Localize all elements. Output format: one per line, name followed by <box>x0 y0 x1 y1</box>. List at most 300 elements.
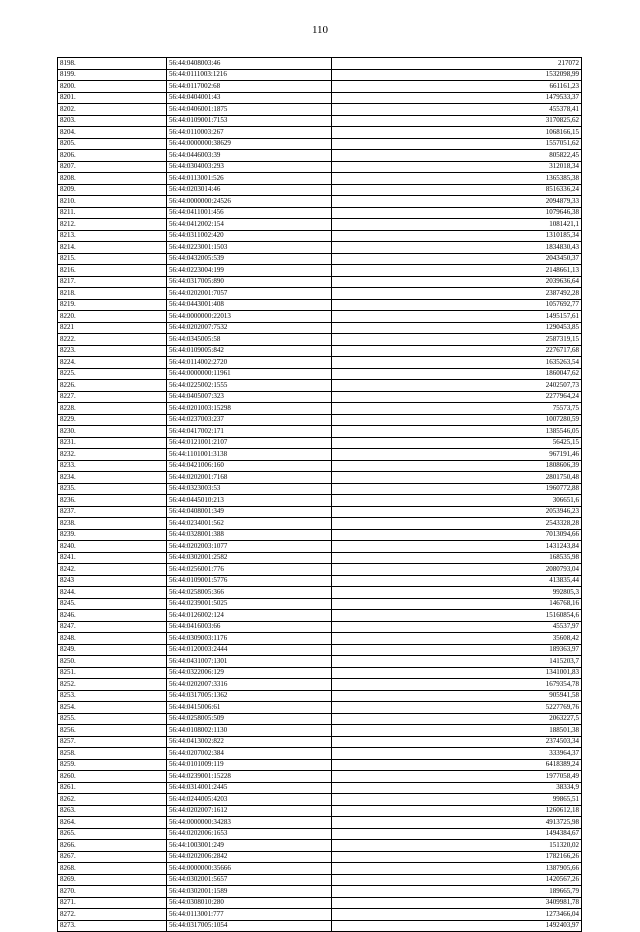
cadastral-value-table <box>57 57 582 932</box>
cadastral-number: 56:44:0317005:1054 <box>167 920 332 932</box>
table-row <box>58 713 582 725</box>
cadastral-number: 56:44:0421006:160 <box>167 460 332 472</box>
cadastral-number: 56:44:0431007:1301 <box>167 656 332 668</box>
table-row <box>58 575 582 587</box>
table-row <box>58 840 582 852</box>
cadastral-number: 56:44:0406001:1875 <box>167 104 332 116</box>
row-number: 8221 <box>58 322 167 334</box>
cadastral-value: 189363,97 <box>332 644 582 656</box>
cadastral-value: 5227769,76 <box>332 702 582 714</box>
cadastral-value: 2148661,13 <box>332 265 582 277</box>
cadastral-number: 56:44:0108002:1130 <box>167 725 332 737</box>
cadastral-number: 56:44:0201003:15298 <box>167 403 332 415</box>
row-number: 8247. <box>58 621 167 633</box>
cadastral-number: 56:44:0101009:119 <box>167 759 332 771</box>
row-number: 8259. <box>58 759 167 771</box>
table-row <box>58 817 582 829</box>
row-number: 8248. <box>58 633 167 645</box>
cadastral-value: 1290453,85 <box>332 322 582 334</box>
table-row <box>58 690 582 702</box>
cadastral-value: 1431243,84 <box>332 541 582 553</box>
table-row <box>58 909 582 921</box>
table-row <box>58 265 582 277</box>
cadastral-number: 56:44:0408003:46 <box>167 58 332 70</box>
row-number: 8227. <box>58 391 167 403</box>
row-number: 8265. <box>58 828 167 840</box>
cadastral-value: 188501,38 <box>332 725 582 737</box>
cadastral-value: 2402507,73 <box>332 380 582 392</box>
row-number: 8216. <box>58 265 167 277</box>
table-row <box>58 127 582 139</box>
cadastral-number: 56:44:0117002:68 <box>167 81 332 93</box>
cadastral-number: 56:44:0258005:366 <box>167 587 332 599</box>
table-row <box>58 736 582 748</box>
table-row <box>58 725 582 737</box>
cadastral-value: 1260612,18 <box>332 805 582 817</box>
row-number: 8271. <box>58 897 167 909</box>
cadastral-number: 56:44:0121001:2107 <box>167 437 332 449</box>
row-number: 8246. <box>58 610 167 622</box>
table-row <box>58 759 582 771</box>
row-number: 8210. <box>58 196 167 208</box>
cadastral-number: 56:44:0234001:562 <box>167 518 332 530</box>
row-number: 8238. <box>58 518 167 530</box>
table-row <box>58 874 582 886</box>
row-number: 8234. <box>58 472 167 484</box>
row-number: 8256. <box>58 725 167 737</box>
cadastral-value: 661161,23 <box>332 81 582 93</box>
cadastral-number: 56:44:0322006:129 <box>167 667 332 679</box>
row-number: 8236. <box>58 495 167 507</box>
cadastral-number: 56:44:0446003:39 <box>167 150 332 162</box>
row-number: 8199. <box>58 69 167 81</box>
cadastral-value: 1532098,99 <box>332 69 582 81</box>
table-row <box>58 771 582 783</box>
row-number: 8268. <box>58 863 167 875</box>
table-row <box>58 391 582 403</box>
row-number: 8224. <box>58 357 167 369</box>
cadastral-value: 38334,9 <box>332 782 582 794</box>
cadastral-value: 1341001,83 <box>332 667 582 679</box>
cadastral-value: 1385546,05 <box>332 426 582 438</box>
cadastral-value: 333964,37 <box>332 748 582 760</box>
cadastral-number: 56:44:0345005:58 <box>167 334 332 346</box>
cadastral-value: 1782166,26 <box>332 851 582 863</box>
cadastral-value: 2080793,04 <box>332 564 582 576</box>
table-row <box>58 506 582 518</box>
cadastral-value: 2374503,34 <box>332 736 582 748</box>
cadastral-value: 3409981,78 <box>332 897 582 909</box>
cadastral-value: 1387905,66 <box>332 863 582 875</box>
table-row <box>58 426 582 438</box>
row-number: 8257. <box>58 736 167 748</box>
cadastral-number: 56:44:0404001:43 <box>167 92 332 104</box>
cadastral-number: 56:44:0413002:822 <box>167 736 332 748</box>
cadastral-number: 56:44:0223004:199 <box>167 265 332 277</box>
row-number: 8239. <box>58 529 167 541</box>
table-row <box>58 886 582 898</box>
cadastral-number: 56:44:0207002:384 <box>167 748 332 760</box>
cadastral-number: 56:44:0323003:53 <box>167 483 332 495</box>
cadastral-number: 56:44:0432005:539 <box>167 253 332 265</box>
table-row <box>58 403 582 415</box>
table-row <box>58 322 582 334</box>
cadastral-value: 7013094,66 <box>332 529 582 541</box>
cadastral-number: 56:44:0302001:1589 <box>167 886 332 898</box>
cadastral-value: 168535,98 <box>332 552 582 564</box>
row-number: 8266. <box>58 840 167 852</box>
table-row <box>58 897 582 909</box>
cadastral-number: 56:44:0445010:213 <box>167 495 332 507</box>
row-number: 8260. <box>58 771 167 783</box>
cadastral-value: 99865,51 <box>332 794 582 806</box>
row-number: 8198. <box>58 58 167 70</box>
row-number: 8250. <box>58 656 167 668</box>
cadastral-value: 1479533,37 <box>332 92 582 104</box>
table-row <box>58 541 582 553</box>
cadastral-number: 56:44:0408001:349 <box>167 506 332 518</box>
row-number: 8242. <box>58 564 167 576</box>
table-row <box>58 104 582 116</box>
cadastral-number: 56:44:0304003:293 <box>167 161 332 173</box>
cadastral-value: 1492403,97 <box>332 920 582 932</box>
cadastral-number: 56:44:0443001:408 <box>167 299 332 311</box>
cadastral-value: 1310185,34 <box>332 230 582 242</box>
table-row <box>58 219 582 231</box>
cadastral-number: 56:44:0317005:1362 <box>167 690 332 702</box>
row-number: 8229. <box>58 414 167 426</box>
cadastral-number: 56:44:0202007:7532 <box>167 322 332 334</box>
row-number: 8202. <box>58 104 167 116</box>
cadastral-value: 2094879,33 <box>332 196 582 208</box>
cadastral-number: 56:44:0308010:280 <box>167 897 332 909</box>
cadastral-value: 3170825,62 <box>332 115 582 127</box>
cadastral-value: 1679354,78 <box>332 679 582 691</box>
table-row <box>58 414 582 426</box>
cadastral-number: 56:44:0317005:890 <box>167 276 332 288</box>
cadastral-value: 2063227,5 <box>332 713 582 725</box>
row-number: 8264. <box>58 817 167 829</box>
cadastral-value: 56425,15 <box>332 437 582 449</box>
row-number: 8252. <box>58 679 167 691</box>
table-row <box>58 656 582 668</box>
table-row <box>58 610 582 622</box>
cadastral-value: 4913725,98 <box>332 817 582 829</box>
table-row <box>58 345 582 357</box>
row-number: 8225. <box>58 368 167 380</box>
row-number: 8232. <box>58 449 167 461</box>
cadastral-number: 56:44:0417002:171 <box>167 426 332 438</box>
row-number: 8241. <box>58 552 167 564</box>
row-number: 8208. <box>58 173 167 185</box>
cadastral-number: 56:44:0309003:1176 <box>167 633 332 645</box>
table-row <box>58 357 582 369</box>
cadastral-number: 56:44:0000000:24526 <box>167 196 332 208</box>
row-number: 8228. <box>58 403 167 415</box>
table-row <box>58 334 582 346</box>
row-number: 8214. <box>58 242 167 254</box>
table-row <box>58 621 582 633</box>
cadastral-value: 805822,45 <box>332 150 582 162</box>
cadastral-number: 56:44:0314001:2445 <box>167 782 332 794</box>
row-number: 8240. <box>58 541 167 553</box>
table-row <box>58 748 582 760</box>
row-number: 8230. <box>58 426 167 438</box>
page-number: 110 <box>311 24 329 36</box>
cadastral-value: 1977058,49 <box>332 771 582 783</box>
cadastral-number: 56:44:0202003:1077 <box>167 541 332 553</box>
cadastral-number: 56:44:0203014:46 <box>167 184 332 196</box>
cadastral-number: 56:44:0405007:323 <box>167 391 332 403</box>
cadastral-number: 56:44:0000000:34283 <box>167 817 332 829</box>
table-row <box>58 253 582 265</box>
row-number: 8209. <box>58 184 167 196</box>
row-number: 8215. <box>58 253 167 265</box>
row-number: 8269. <box>58 874 167 886</box>
row-number: 8258. <box>58 748 167 760</box>
cadastral-number: 56:44:0302001:5657 <box>167 874 332 886</box>
cadastral-value: 1495157,61 <box>332 311 582 323</box>
row-number: 8244. <box>58 587 167 599</box>
cadastral-value: 455378,41 <box>332 104 582 116</box>
row-number: 8263. <box>58 805 167 817</box>
table-row <box>58 299 582 311</box>
cadastral-value: 2276717,68 <box>332 345 582 357</box>
cadastral-value: 189665,79 <box>332 886 582 898</box>
cadastral-value: 1808606,39 <box>332 460 582 472</box>
table-row <box>58 276 582 288</box>
cadastral-value: 1057692,77 <box>332 299 582 311</box>
table-row <box>58 380 582 392</box>
cadastral-value: 1079646,38 <box>332 207 582 219</box>
row-number: 8237. <box>58 506 167 518</box>
cadastral-value: 2543328,28 <box>332 518 582 530</box>
row-number: 8212. <box>58 219 167 231</box>
table-row <box>58 644 582 656</box>
table-row <box>58 529 582 541</box>
cadastral-number: 56:44:0239001:5025 <box>167 598 332 610</box>
cadastral-number: 56:44:0202006:1653 <box>167 828 332 840</box>
table-row <box>58 173 582 185</box>
cadastral-number: 56:44:0302001:2582 <box>167 552 332 564</box>
cadastral-value: 6418389,24 <box>332 759 582 771</box>
cadastral-value: 8516336,24 <box>332 184 582 196</box>
row-number: 8255. <box>58 713 167 725</box>
cadastral-number: 56:44:0412002:154 <box>167 219 332 231</box>
cadastral-value: 2387492,28 <box>332 288 582 300</box>
table-row <box>58 920 582 932</box>
row-number: 8261. <box>58 782 167 794</box>
cadastral-number: 56:44:0239001:15228 <box>167 771 332 783</box>
cadastral-number: 56:44:0237003:237 <box>167 414 332 426</box>
cadastral-value: 2587319,15 <box>332 334 582 346</box>
cadastral-number: 56:44:0202006:2842 <box>167 851 332 863</box>
table-row <box>58 828 582 840</box>
row-number: 8226. <box>58 380 167 392</box>
row-number: 8267. <box>58 851 167 863</box>
table-row <box>58 288 582 300</box>
cadastral-number: 56:44:0110003:267 <box>167 127 332 139</box>
cadastral-number: 56:44:0000000:22013 <box>167 311 332 323</box>
table-row <box>58 449 582 461</box>
table-row <box>58 242 582 254</box>
row-number: 8270. <box>58 886 167 898</box>
cadastral-number: 56:44:0113001:777 <box>167 909 332 921</box>
cadastral-number: 56:44:0258005:509 <box>167 713 332 725</box>
cadastral-value: 1834830,43 <box>332 242 582 254</box>
cadastral-number: 56:44:0202007:1612 <box>167 805 332 817</box>
cadastral-value: 2801750,48 <box>332 472 582 484</box>
table-row <box>58 150 582 162</box>
row-number: 8273. <box>58 920 167 932</box>
cadastral-value: 905941,58 <box>332 690 582 702</box>
cadastral-number: 56:44:0113001:526 <box>167 173 332 185</box>
row-number: 8231. <box>58 437 167 449</box>
table-row <box>58 196 582 208</box>
cadastral-value: 35608,42 <box>332 633 582 645</box>
row-number: 8251. <box>58 667 167 679</box>
cadastral-number: 56:44:0415006:61 <box>167 702 332 714</box>
table-row <box>58 552 582 564</box>
cadastral-number: 56:44:1003001:249 <box>167 840 332 852</box>
cadastral-value: 217072 <box>332 58 582 70</box>
cadastral-value: 1081421,1 <box>332 219 582 231</box>
cadastral-value: 1273466,04 <box>332 909 582 921</box>
cadastral-number: 56:44:0000000:38629 <box>167 138 332 150</box>
row-number: 8222. <box>58 334 167 346</box>
table-row <box>58 58 582 70</box>
cadastral-number: 56:44:0225002:1555 <box>167 380 332 392</box>
table-row <box>58 518 582 530</box>
cadastral-number: 56:44:0328001:388 <box>167 529 332 541</box>
table-row <box>58 92 582 104</box>
table-row <box>58 564 582 576</box>
cadastral-number: 56:44:0244005:4203 <box>167 794 332 806</box>
cadastral-number: 56:44:0114002:2720 <box>167 357 332 369</box>
row-number: 8203. <box>58 115 167 127</box>
cadastral-number: 56:44:0411001:456 <box>167 207 332 219</box>
cadastral-value: 1494384,67 <box>332 828 582 840</box>
row-number: 8223. <box>58 345 167 357</box>
table-row <box>58 437 582 449</box>
cadastral-number: 56:44:0000000:35666 <box>167 863 332 875</box>
cadastral-number: 56:44:0202001:7057 <box>167 288 332 300</box>
table-row <box>58 115 582 127</box>
row-number: 8272. <box>58 909 167 921</box>
cadastral-value: 306651,6 <box>332 495 582 507</box>
table-row <box>58 472 582 484</box>
cadastral-value: 1365385,38 <box>332 173 582 185</box>
row-number: 8201. <box>58 92 167 104</box>
cadastral-value: 1960772,88 <box>332 483 582 495</box>
row-number: 8253. <box>58 690 167 702</box>
table-row <box>58 863 582 875</box>
cadastral-value: 2053946,23 <box>332 506 582 518</box>
cadastral-value: 2277964,24 <box>332 391 582 403</box>
table-row <box>58 598 582 610</box>
cadastral-number: 56:44:0109005:842 <box>167 345 332 357</box>
row-number: 8213. <box>58 230 167 242</box>
row-number: 8217. <box>58 276 167 288</box>
cadastral-value: 151320,02 <box>332 840 582 852</box>
cadastral-value: 45537,97 <box>332 621 582 633</box>
row-number: 8205. <box>58 138 167 150</box>
cadastral-value: 1415203,7 <box>332 656 582 668</box>
row-number: 8254. <box>58 702 167 714</box>
table-row <box>58 667 582 679</box>
row-number: 8243 <box>58 575 167 587</box>
cadastral-value: 312018,34 <box>332 161 582 173</box>
row-number: 8211. <box>58 207 167 219</box>
cadastral-value: 15160854,6 <box>332 610 582 622</box>
table-row <box>58 851 582 863</box>
cadastral-number: 56:44:0223001:1503 <box>167 242 332 254</box>
table-row <box>58 587 582 599</box>
row-number: 8219. <box>58 299 167 311</box>
row-number: 8262. <box>58 794 167 806</box>
cadastral-value: 1860047,62 <box>332 368 582 380</box>
cadastral-value: 992805,3 <box>332 587 582 599</box>
table-body <box>58 58 582 932</box>
row-number: 8249. <box>58 644 167 656</box>
table-row <box>58 207 582 219</box>
cadastral-value: 1635263,54 <box>332 357 582 369</box>
table-row <box>58 161 582 173</box>
row-number: 8245. <box>58 598 167 610</box>
cadastral-number: 56:44:0126002:124 <box>167 610 332 622</box>
cadastral-value: 1007280,59 <box>332 414 582 426</box>
cadastral-number: 56:44:0256001:776 <box>167 564 332 576</box>
table-row <box>58 368 582 380</box>
row-number: 8235. <box>58 483 167 495</box>
cadastral-value: 146768,16 <box>332 598 582 610</box>
row-number: 8233. <box>58 460 167 472</box>
cadastral-value: 2043450,37 <box>332 253 582 265</box>
cadastral-number: 56:44:0202001:7168 <box>167 472 332 484</box>
table-row <box>58 483 582 495</box>
cadastral-value: 413835,44 <box>332 575 582 587</box>
table-row <box>58 81 582 93</box>
row-number: 8206. <box>58 150 167 162</box>
cadastral-number: 56:44:0416003:66 <box>167 621 332 633</box>
table-row <box>58 311 582 323</box>
row-number: 8207. <box>58 161 167 173</box>
cadastral-value: 1068166,15 <box>332 127 582 139</box>
cadastral-number: 56:44:0109001:5776 <box>167 575 332 587</box>
cadastral-value: 1420567,26 <box>332 874 582 886</box>
cadastral-number: 56:44:0111003:1216 <box>167 69 332 81</box>
table-row <box>58 69 582 81</box>
cadastral-number: 56:44:0109001:7153 <box>167 115 332 127</box>
table-row <box>58 782 582 794</box>
table-row <box>58 230 582 242</box>
table-row <box>58 702 582 714</box>
cadastral-value: 1557051,62 <box>332 138 582 150</box>
table-row <box>58 138 582 150</box>
cadastral-value: 2039636,64 <box>332 276 582 288</box>
cadastral-value: 75573,75 <box>332 403 582 415</box>
cadastral-number: 56:44:0000000:11961 <box>167 368 332 380</box>
table-row <box>58 794 582 806</box>
row-number: 8200. <box>58 81 167 93</box>
table-row <box>58 460 582 472</box>
cadastral-number: 56:44:1101001:3138 <box>167 449 332 461</box>
table-row <box>58 805 582 817</box>
table-row <box>58 495 582 507</box>
cadastral-number: 56:44:0120003:2444 <box>167 644 332 656</box>
table-row <box>58 633 582 645</box>
row-number: 8220. <box>58 311 167 323</box>
